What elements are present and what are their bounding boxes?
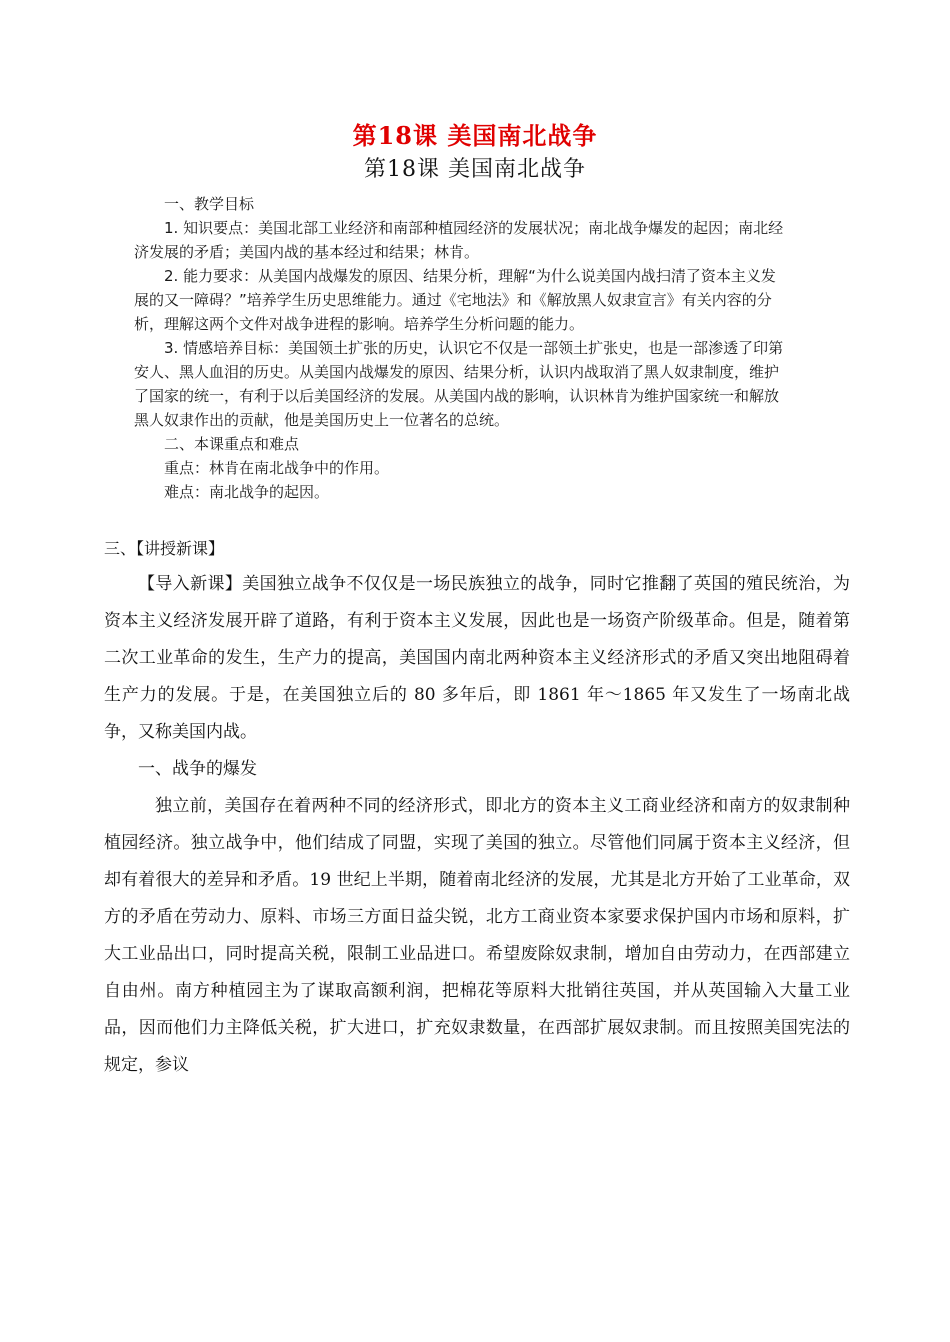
lesson-title-black: 第18课 美国南北战争	[364, 157, 586, 182]
lesson-title-red: 第18课 美国南北战争	[352, 121, 598, 150]
subheading-war-outbreak: 一、战争的爆发	[138, 759, 257, 779]
objective-knowledge: 1. 知识要点：美国北部工业经济和南部种植园经济的发展状况；南北战争爆发的起因；南北经济发展的矛盾；美国内战的基本经过和结果；林肯。	[134, 219, 784, 261]
body-paragraph: 独立前，美国存在着两种不同的经济形式，即北方的资本主义工商业经济和南方的奴隶制种植园经济。独立战争中，他们结成了同盟，实现了美国的独立。尽管他们同属于资本主义经济，但却有着很大的差异和矛盾。19 世纪上半期，随着南北经济的发展，尤其是北方开始了工业革命，双方的矛盾在劳动力、原料、市场三方面日益尖锐，北方工商业资本家要求保护国内市场和原料，扩大工业品出口，同时提高关税，限制工业品进口。希望废除奴隶制，增加自由劳动力，在西部建立自由州。南方种植园主为了谋取高额利润，把棉花等原料大批销往英国，并从英国输入大量工业品，因而他们力主降低关税，扩大进口，扩充奴隶数量，在西部扩展奴隶制。而且按照美国宪法的规定，参议	[104, 796, 850, 1075]
keypoints-heading: 二、本课重点和难点	[164, 435, 300, 453]
objective-emotion: 3. 情感培养目标：美国领土扩张的历史，认识它不仅是一部领土扩张史，也是一部渗透了印第安人、黑人血泪的历史。从美国内战爆发的原因、结果分析，认识内战取消了黑人奴隶制度，维护了国家的统一，有利于以后美国经济的发展。从美国内战的影响，认识林肯为维护国家统一和解放黑人奴隶作出的贡献，他是美国历史上一位著名的总统。	[134, 339, 784, 429]
intro-paragraph: 【导入新课】美国独立战争不仅仅是一场民族独立的战争，同时它推翻了英国的殖民统治，为资本主义经济发展开辟了道路，有利于资本主义发展，因此也是一场资产阶级革命。但是，随着第二次工业革命的发生，生产力的提高，美国国内南北两种资本主义经济形式的矛盾又突出地阻碍着生产力的发展。于是，在美国独立后的 80 多年后，即 1861 年～1865 年又发生了一场南北战争，又称美国内战。	[104, 574, 850, 742]
lesson-body	[104, 566, 850, 1084]
objective-ability: 2. 能力要求：从美国内战爆发的原因、结果分析，理解“为什么说美国内战扫清了资本主义发展的又一障碍？”培养学生历史思维能力。通过《宅地法》和《解放黑人奴隶宣言》有关内容的分析，理解这两个文件对战争进程的影响。培养学生分析问题的能力。	[134, 267, 776, 333]
objectives-block	[134, 192, 784, 504]
key-point: 重点：林肯在南北战争中的作用。	[164, 459, 390, 477]
section-heading-new-lesson: 三、【讲授新课】	[104, 539, 225, 558]
difficult-point: 难点：南北战争的起因。	[164, 483, 330, 501]
objectives-heading: 一、教学目标	[164, 195, 255, 213]
